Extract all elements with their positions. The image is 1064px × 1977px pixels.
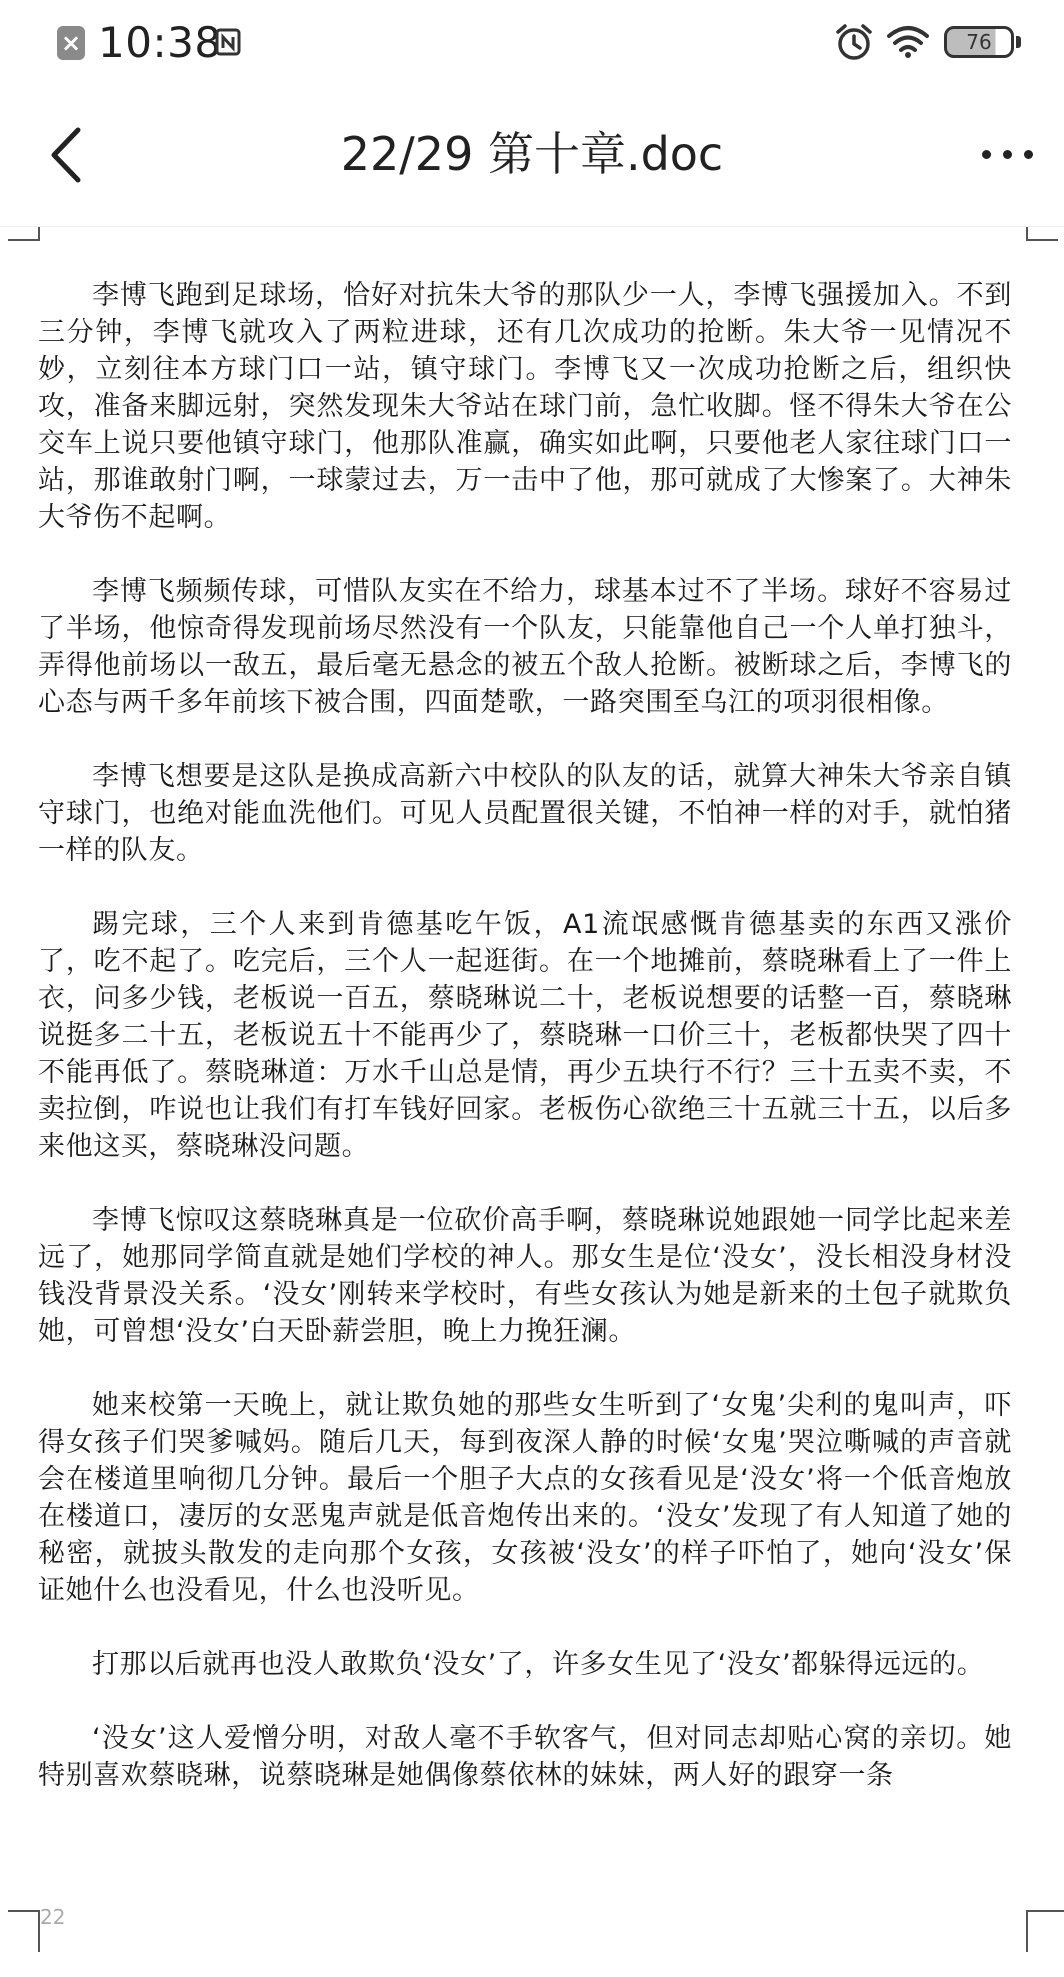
page-corner-mark [8, 1910, 40, 1952]
paragraph: 踢完球，三个人来到肯德基吃午饭，A1流氓感慨肯德基卖的东西又涨价了，吃不起了。吃完后，三个人一起逛街。在一个地摊前，蔡晓琳看上了一件上衣，问多少钱，老板说一百五，蔡晓琳说二十，老板说想要的话整一百，蔡晓琳说挺多二十五，老板说五十不能再少了，蔡晓琳一口价三十，老板都快哭了四十不能再低了。蔡晓琳道：万水千山总是情，再少五块行不行？三十五卖不卖，不卖拉倒，咋说也让我们有打车钱好回家。老板伤心欲绝三十五就三十五，以后多来他这买，蔡晓琳没问题。 [38, 909, 1012, 1162]
more-dot-icon [982, 150, 991, 159]
more-dot-icon [1003, 150, 1012, 159]
more-dot-icon [1024, 150, 1033, 159]
paragraph: 李博飞惊叹这蔡晓琳真是一位砍价高手啊，蔡晓琳说她跟她一同学比起来差远了，她那同学简直就是她们学校的神人。那女生是位‘没女’，没长相没身材没钱没背景没关系。‘没女’刚转来学校时，有些女孩认为她是新来的土包子就欺负她，可曾想‘没女’白天卧薪尝胆，晚上力挽狂澜。 [38, 1205, 1012, 1347]
alarm-clock-icon [834, 22, 874, 62]
back-button[interactable] [40, 120, 100, 190]
app-header [0, 86, 1064, 227]
more-options-button[interactable] [976, 134, 1040, 174]
paragraph: 李博飞跑到足球场，恰好对抗朱大爷的那队少一人，李博飞强援加入。不到三分钟，李博飞就攻入了两粒进球，还有几次成功的抢断。朱大爷一见情况不妙，立刻往本方球门口一站，镇守球门。李博飞又一次成功抢断之后，组织快攻，准备来脚远射，突然发现朱大爷站在球门前，急忙收脚。怪不得朱大爷在公交车上说只要他镇守球门，他那队准赢，确实如此啊，只要他老人家往球门口一站，那谁敢射门啊，一球蒙过去，万一击中了他，那可就成了大惨案了。大神朱大爷伤不起啊。 [38, 280, 1012, 533]
document-title: 22/29 第十章.doc [340, 127, 724, 181]
status-time: 10:38 [98, 18, 222, 67]
paragraph: ‘没女’这人爱憎分明，对敌人毫不手软客气，但对同志却贴心窝的亲切。她特别喜欢蔡晓琳，说蔡晓琳是她偶像蔡依林的妹妹，两人好的跟穿一条 [38, 1723, 1012, 1791]
paragraph: 打那以后就再也没人敢欺负‘没女’了，许多女生见了‘没女’都躲得远远的。 [92, 1649, 985, 1680]
battery-indicator: 76 [944, 26, 1014, 58]
page-corner-mark [1026, 1910, 1064, 1952]
page-corner-mark [1026, 227, 1058, 241]
paragraph: 李博飞频频传球，可惜队友实在不给力，球基本过不了半场。球好不容易过了半场，他惊奇得发现前场尽然没有一个队友，只能靠他自己一个人单打独斗，弄得他前场以一敌五，最后毫无悬念的被五个敌人抢断。被断球之后，李博飞的心态与两千多年前垓下被合围，四面楚歌，一路突围至乌江的项羽很相像。 [38, 576, 1012, 718]
nfc-icon [215, 28, 243, 58]
document-body [38, 277, 1012, 1831]
page-corner-mark [8, 227, 40, 241]
close-notification-icon: × [57, 26, 85, 60]
paragraph: 李博飞想要是这队是换成高新六中校队的队友的话，就算大神朱大爷亲自镇守球门，也绝对能血洗他们。可见人员配置很关键，不怕神一样的对手，就怕猪一样的队友。 [38, 761, 1012, 866]
battery-tip [1016, 36, 1021, 48]
page-number: 22 [40, 1905, 66, 1929]
paragraph: 她来校第一天晚上，就让欺负她的那些女生听到了‘女鬼’尖利的鬼叫声，吓得女孩子们哭爹喊妈。随后几天，每到夜深人静的时候‘女鬼’哭泣嘶喊的声音就会在楼道里响彻几分钟。最后一个胆子大点的女孩看见是‘没女’将一个低音炮放在楼道口，凄厉的女恶鬼声就是低音炮传出来的。‘没女’发现了有人知道了她的秘密，就披头散发的走向那个女孩，女孩被‘没女’的样子吓怕了，她向‘没女’保证她什么也没看见，什么也没听见。 [38, 1390, 1012, 1606]
status-bar [0, 0, 1064, 86]
document-page[interactable] [0, 227, 1064, 1977]
wifi-icon [886, 24, 930, 58]
